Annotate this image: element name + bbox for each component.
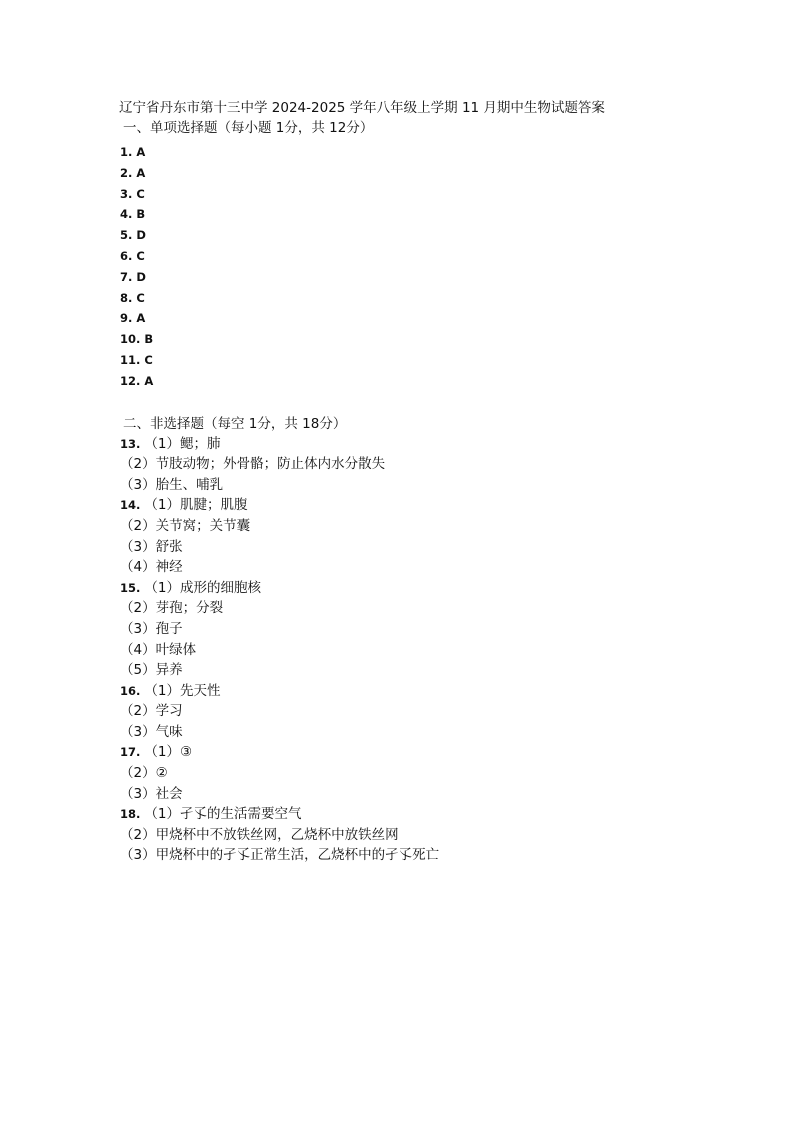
- document-title: 辽宁省丹东市第十三中学 2024-2025 学年八年级上学期 11 月期中生物试题答案: [119, 100, 605, 116]
- question-number: 15.: [120, 580, 141, 595]
- answer-line: [120, 537, 740, 558]
- answer-item: 1. A: [120, 145, 146, 159]
- answer-line: [120, 454, 740, 475]
- answer-text: （3）社会: [120, 785, 183, 802]
- answer-item: 6. C: [120, 248, 145, 263]
- question-number: 18.: [120, 807, 141, 822]
- answer-text: （3）胎生、哺乳: [120, 476, 224, 493]
- answer-item: 5. D: [120, 228, 146, 243]
- answer-line: [120, 660, 740, 681]
- answer-item: 12. A: [120, 373, 154, 388]
- answer-text: （2）芽孢；分裂: [120, 600, 224, 617]
- answer-item: 3. C: [120, 186, 145, 201]
- answer-item: 10. B: [120, 332, 154, 347]
- section-gap: [120, 392, 740, 414]
- answer-line: [120, 681, 740, 702]
- answer-line: [120, 763, 740, 784]
- answer-text: （3）气味: [120, 723, 183, 740]
- answer-line: [120, 578, 740, 599]
- question-number: 16.: [120, 683, 141, 698]
- question-number: 17.: [120, 745, 141, 760]
- answer-text: （1）肌腱；肌腹: [144, 497, 248, 514]
- answer-item: 2. A: [120, 165, 146, 180]
- answer-line: [120, 845, 740, 866]
- answer-text: （2）②: [120, 765, 168, 782]
- answer-text: （1）孑孓的生活需要空气: [144, 806, 302, 823]
- answer-line: [120, 742, 740, 763]
- answer-item: 9. A: [120, 311, 146, 326]
- answer-line: [120, 825, 740, 846]
- answer-item: 7. D: [120, 269, 146, 284]
- section-2-heading: 二、非选择题（每空 1分，共 18分）: [123, 415, 347, 432]
- answer-text: （4）叶绿体: [120, 641, 197, 658]
- answer-line: [120, 619, 740, 640]
- answer-line: [120, 434, 740, 455]
- answer-text: （4）神经: [120, 559, 183, 576]
- multiple-choice-answer-list: [120, 142, 740, 392]
- answer-line: [120, 557, 740, 578]
- open-question-answer-list: [120, 434, 740, 866]
- section-1-heading: 一、单项选择题（每小题 1分，共 12分）: [123, 120, 374, 136]
- answer-line: [120, 516, 740, 537]
- answer-line: [120, 722, 740, 743]
- answer-text: （1）成形的细胞核: [144, 579, 261, 596]
- answer-text: （5）异养: [120, 662, 183, 679]
- answer-line: [120, 804, 740, 825]
- answer-text: （2）节肢动物；外骨骼；防止体内水分散失: [120, 456, 386, 473]
- answer-text: （3）甲烧杯中的孑孓正常生活，乙烧杯中的孑孓死亡: [120, 847, 440, 864]
- answer-line: [120, 784, 740, 805]
- answer-item: 8. C: [120, 290, 145, 305]
- answer-text: （2）甲烧杯中不放铁丝网，乙烧杯中放铁丝网: [120, 826, 399, 843]
- question-number: 14.: [120, 498, 141, 513]
- answer-item: 4. B: [120, 207, 146, 222]
- answer-line: [120, 701, 740, 722]
- answer-text: （3）孢子: [120, 620, 183, 637]
- answer-text: （1）鳃；肺: [144, 435, 221, 452]
- answer-line: [120, 598, 740, 619]
- answer-text: （2）学习: [120, 703, 183, 720]
- answer-text: （1）先天性: [144, 682, 221, 699]
- answer-text: （1）③: [144, 744, 193, 761]
- answer-line: [120, 640, 740, 661]
- answer-line: [120, 475, 740, 496]
- question-number: 13.: [120, 436, 141, 451]
- answer-text: （3）舒张: [120, 538, 183, 555]
- answer-item: 11. C: [120, 352, 153, 367]
- document-content: [120, 98, 740, 866]
- answer-line: [120, 495, 740, 516]
- answer-text: （2）关节窝；关节囊: [120, 517, 251, 534]
